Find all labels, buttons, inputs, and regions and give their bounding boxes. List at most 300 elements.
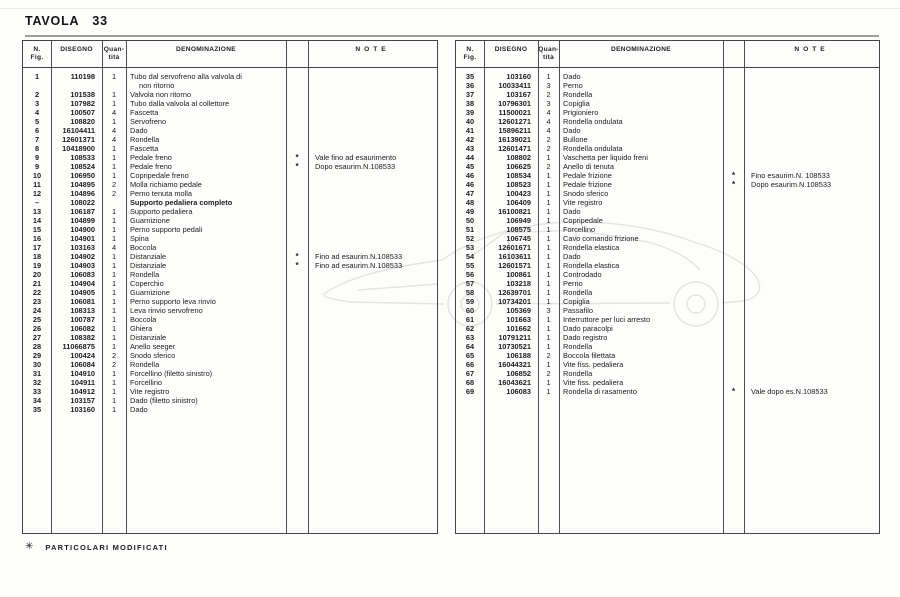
disegno-cell: 106084	[70, 360, 95, 369]
note-flag-cell	[286, 99, 308, 108]
fig-cell: 8	[34, 144, 40, 153]
note-cell: Fino ad esaurim.N.108533	[315, 261, 403, 270]
disegno-cell: 104901	[70, 234, 95, 243]
disegno-cell: 11066875	[62, 342, 95, 351]
qty-cell: 1	[546, 342, 551, 351]
table-body	[23, 67, 437, 414]
note-cell	[744, 333, 879, 342]
denominazione-cell: Pedale freno	[130, 162, 172, 171]
table-row	[23, 342, 437, 351]
disegno-cell: 103167	[506, 90, 531, 99]
table-row	[456, 225, 879, 234]
disegno-cell: 10033411	[498, 81, 531, 90]
fig-cell: 1	[34, 72, 40, 81]
fig-cell: 41	[465, 126, 475, 135]
denominazione-cell: Passafilo	[563, 306, 593, 315]
table-row	[456, 162, 879, 171]
fig-cell: 34	[32, 396, 42, 405]
note-flag-cell	[286, 378, 308, 387]
disegno-cell: 101662	[506, 324, 531, 333]
table-row	[456, 171, 879, 180]
fig-cell: 31	[32, 369, 42, 378]
note-flag-cell	[723, 225, 744, 234]
disegno-cell: 103157	[70, 396, 95, 405]
note-cell	[744, 90, 879, 99]
note-cell: Fino esaurim.N. 108533	[751, 171, 830, 180]
qty-cell: 1	[111, 342, 117, 351]
table-row	[456, 261, 879, 270]
header-quantita: Quan- tità	[538, 46, 559, 61]
fig-cell: 40	[465, 117, 475, 126]
note-cell	[308, 99, 437, 108]
note-cell	[308, 387, 437, 396]
note-flag-cell	[723, 108, 744, 117]
note-cell	[744, 369, 879, 378]
note-cell	[744, 207, 879, 216]
note-flag-cell	[723, 117, 744, 126]
qty-cell: 1	[111, 333, 117, 342]
fig-cell: 25	[32, 315, 42, 324]
table-row	[23, 126, 437, 135]
denominazione-cell: Spina	[130, 234, 149, 243]
table-row	[456, 234, 879, 243]
qty-cell: 1	[111, 252, 117, 261]
note-cell	[744, 261, 879, 270]
disegno-cell: 106083	[70, 270, 95, 279]
table-row	[23, 360, 437, 369]
table-row	[456, 342, 879, 351]
table-row	[456, 126, 879, 135]
denominazione-cell: Boccola filettata	[563, 351, 616, 360]
disegno-cell: 16043621	[498, 378, 531, 387]
note-cell	[744, 297, 879, 306]
header-note: NOTE	[355, 46, 390, 53]
denominazione-cell: Snodo sferico	[563, 189, 609, 198]
qty-cell: 2	[546, 351, 551, 360]
note-flag-cell	[286, 387, 308, 396]
note-flag-cell	[723, 279, 744, 288]
denominazione-cell: Rondella	[130, 135, 160, 144]
fig-cell: 68	[465, 378, 475, 387]
denominazione-cell: Tubo dalla valvola al collettore	[130, 99, 230, 108]
disegno-cell: 104903	[70, 261, 95, 270]
table-row	[456, 216, 879, 225]
disegno-cell: 15896211	[498, 126, 531, 135]
fig-cell: 56	[465, 270, 475, 279]
note-flag-cell	[723, 135, 744, 144]
qty-cell: 1	[546, 72, 551, 81]
table-row	[23, 207, 437, 216]
modified-parts-asterisk-icon: ✳	[25, 541, 34, 552]
fig-cell: 22	[32, 288, 42, 297]
fig-cell: 46	[465, 171, 475, 180]
qty-cell: 1	[111, 90, 117, 99]
table-body	[456, 67, 879, 396]
note-flag-cell	[286, 198, 308, 207]
qty-cell: 2	[546, 162, 551, 171]
denominazione-cell: Perno supporto pedali	[130, 225, 203, 234]
disegno-cell: 16100821	[498, 207, 531, 216]
note-cell	[744, 216, 879, 225]
denominazione-cell: Copiglia	[563, 297, 590, 306]
denominazione-cell: Copripedale freno	[130, 171, 189, 180]
table-row	[456, 252, 879, 261]
note-flag-cell: *	[295, 261, 299, 270]
note-cell	[308, 207, 437, 216]
table-row	[23, 252, 437, 261]
table-row	[23, 279, 437, 288]
fig-cell: 7	[34, 135, 40, 144]
denominazione-cell: Rondella elastica	[563, 261, 620, 270]
qty-cell: 1	[111, 306, 117, 315]
disegno-cell: 106950	[70, 171, 95, 180]
qty-cell: 1	[546, 288, 551, 297]
fig-cell: 66	[465, 360, 475, 369]
table-row	[456, 288, 879, 297]
denominazione-cell: Vite fiss. pedaliera	[563, 360, 624, 369]
table-row	[456, 360, 879, 369]
fig-cell: 21	[32, 279, 42, 288]
table-row	[456, 153, 879, 162]
disegno-cell: 106409	[506, 198, 531, 207]
qty-cell: 2	[546, 369, 551, 378]
disegno-cell: 104905	[70, 288, 95, 297]
denominazione-cell: Perno	[563, 279, 583, 288]
disegno-cell: 110198	[70, 72, 95, 81]
note-cell	[744, 279, 879, 288]
fig-cell: 37	[465, 90, 475, 99]
note-cell: Dopo esaurim.N.108533	[315, 162, 396, 171]
denominazione-cell: Guarnizione	[130, 216, 170, 225]
qty-cell: 1	[546, 387, 551, 396]
note-flag-cell	[286, 225, 308, 234]
note-cell	[308, 396, 437, 405]
qty-cell: 1	[111, 315, 117, 324]
note-cell	[744, 126, 879, 135]
fig-cell: 55	[465, 261, 475, 270]
denominazione-cell: Leva rinvio servofreno	[130, 306, 203, 315]
qty-cell: 1	[546, 180, 551, 189]
denominazione-cell: Pedale frizione	[563, 180, 612, 189]
fig-cell: 13	[32, 207, 42, 216]
qty-cell: 1	[111, 261, 117, 270]
note-flag-cell	[286, 135, 308, 144]
fig-cell: 15	[32, 225, 42, 234]
qty-cell: 1	[546, 360, 551, 369]
denominazione-cell: Fascetta	[130, 108, 159, 117]
note-cell	[308, 315, 437, 324]
qty-cell: 1	[546, 261, 551, 270]
note-cell	[744, 243, 879, 252]
table-row	[456, 315, 879, 324]
disegno-cell: 106852	[506, 369, 531, 378]
qty-cell: 1	[546, 216, 551, 225]
qty-cell: 2	[111, 180, 117, 189]
denominazione-cell: Molla richiamo pedale	[130, 180, 202, 189]
disegno-cell: 106625	[506, 162, 531, 171]
qty-cell: 1	[111, 387, 117, 396]
disegno-cell: 10418900	[62, 144, 95, 153]
note-cell	[308, 135, 437, 144]
denominazione-cell: Vite fiss. pedaliera	[563, 378, 624, 387]
disegno-cell: 103160	[70, 405, 95, 414]
qty-cell: 1	[111, 144, 117, 153]
table-row	[23, 189, 437, 198]
note-flag-cell	[723, 243, 744, 252]
denominazione-cell: Valvola non ritorno	[130, 90, 192, 99]
qty-cell: 1	[111, 234, 117, 243]
table-row	[23, 306, 437, 315]
header-denominazione: DENOMINAZIONE	[176, 46, 236, 53]
disegno-cell: 10730521	[498, 342, 531, 351]
denominazione-cell: Distanziale	[130, 333, 167, 342]
table-row	[23, 315, 437, 324]
note-cell	[744, 108, 879, 117]
note-cell	[308, 288, 437, 297]
disegno-cell: 16104411	[62, 126, 95, 135]
note-flag-cell	[723, 333, 744, 342]
note-flag-cell	[723, 162, 744, 171]
fig-cell: 61	[465, 315, 475, 324]
table-row	[456, 378, 879, 387]
qty-cell: 2	[111, 351, 117, 360]
denominazione-cell: Dado	[130, 405, 148, 414]
denominazione-cell: Snodo sferico	[130, 351, 176, 360]
note-cell	[744, 144, 879, 153]
denominazione-cell: Rondella	[563, 342, 593, 351]
qty-cell: 1	[546, 252, 551, 261]
note-flag-cell	[286, 243, 308, 252]
note-flag-cell	[723, 90, 744, 99]
denominazione-cell: Interruttore per luci arresto	[563, 315, 651, 324]
denominazione-cell: Distanziale	[130, 261, 167, 270]
table-row	[456, 279, 879, 288]
denominazione-cell: Dado	[563, 252, 581, 261]
disegno-cell: 101538	[70, 90, 95, 99]
note-flag-cell	[286, 144, 308, 153]
fig-cell: 12	[32, 189, 42, 198]
qty-cell: 1	[111, 405, 117, 414]
note-cell	[308, 360, 437, 369]
fig-cell: 35	[465, 72, 475, 81]
parts-table-right	[455, 40, 880, 534]
denominazione-cell: Anello seeger	[130, 342, 176, 351]
note-flag-cell	[286, 405, 308, 414]
note-cell: Fino ad esaurim.N.108533	[315, 252, 403, 261]
note-flag-cell	[723, 99, 744, 108]
disegno-cell: 16044321	[498, 360, 531, 369]
denominazione-cell: Forcellino (filetto sinistro)	[130, 369, 213, 378]
table-row	[456, 297, 879, 306]
disegno-cell: 105369	[506, 306, 531, 315]
note-flag-cell	[286, 351, 308, 360]
note-flag-cell	[286, 108, 308, 117]
fig-cell: 33	[32, 387, 42, 396]
fig-cell: 59	[465, 297, 475, 306]
fig-cell: 30	[32, 360, 42, 369]
parts-table-left	[22, 40, 438, 534]
fig-cell: 47	[465, 189, 475, 198]
note-cell	[308, 297, 437, 306]
disegno-cell: 100424	[70, 351, 95, 360]
note-flag-cell	[286, 333, 308, 342]
disegno-cell: 104895	[70, 180, 95, 189]
disegno-cell: 12639701	[498, 288, 531, 297]
disegno-cell: 12601571	[498, 261, 531, 270]
fig-cell: 35	[32, 405, 42, 414]
qty-cell: 1	[111, 72, 117, 81]
disegno-cell: 10796301	[498, 99, 531, 108]
note-flag-cell	[286, 360, 308, 369]
note-flag-cell	[723, 189, 744, 198]
note-flag-cell	[286, 171, 308, 180]
note-cell	[308, 234, 437, 243]
fig-cell: 60	[465, 306, 475, 315]
qty-cell: 1	[111, 216, 117, 225]
fig-cell: 39	[465, 108, 475, 117]
denominazione-cell: Pedale freno	[130, 153, 172, 162]
note-cell	[308, 189, 437, 198]
scan-artifact-line	[0, 8, 900, 9]
table-row	[456, 270, 879, 279]
denominazione-cell: Rondella ondulata	[563, 144, 623, 153]
table-row	[456, 108, 879, 117]
disegno-cell: 11500021	[498, 108, 531, 117]
fig-cell: 63	[465, 333, 475, 342]
table-row	[456, 144, 879, 153]
denominazione-cell: Rondella ondulata	[563, 117, 623, 126]
fig-cell: 18	[32, 252, 42, 261]
disegno-cell: 106949	[506, 216, 531, 225]
disegno-cell: 107982	[70, 99, 95, 108]
note-cell	[308, 225, 437, 234]
fig-cell: 11	[33, 180, 41, 189]
footnote	[25, 542, 168, 552]
fig-cell: 42	[465, 135, 475, 144]
note-flag-cell	[723, 315, 744, 324]
qty-cell: 1	[546, 324, 551, 333]
fig-cell: 50	[465, 216, 475, 225]
denominazione-cell: Perno tenuta molla	[130, 189, 193, 198]
table-row	[23, 261, 437, 270]
note-flag-cell	[723, 198, 744, 207]
denominazione-cell: Dado	[130, 126, 148, 135]
note-cell	[744, 153, 879, 162]
disegno-cell: 108820	[70, 117, 95, 126]
note-cell	[744, 288, 879, 297]
note-flag-cell	[286, 288, 308, 297]
note-flag-cell	[286, 72, 308, 90]
fig-cell: 38	[465, 99, 475, 108]
qty-cell: 1	[111, 153, 117, 162]
fig-cell: 52	[465, 234, 475, 243]
page-title-number: 33	[92, 14, 108, 28]
note-flag-cell	[286, 279, 308, 288]
denominazione-cell: Copiglia	[563, 99, 590, 108]
note-cell	[308, 342, 437, 351]
denominazione-cell: Dado	[563, 207, 581, 216]
disegno-cell: 104899	[70, 216, 95, 225]
qty-cell: 2	[546, 135, 551, 144]
note-flag-cell	[723, 144, 744, 153]
table-row	[23, 225, 437, 234]
note-flag-cell	[286, 315, 308, 324]
disegno-cell: 10791211	[498, 333, 531, 342]
denominazione-cell: Dado paracolpi	[563, 324, 613, 333]
fig-cell: 58	[465, 288, 475, 297]
table-header	[456, 41, 879, 68]
table-row	[23, 288, 437, 297]
note-flag-cell	[286, 234, 308, 243]
table-row	[456, 90, 879, 99]
page-title-label: TAVOLA	[25, 14, 80, 28]
denominazione-cell: Controdado	[563, 270, 602, 279]
table-row	[23, 378, 437, 387]
table-row	[23, 297, 437, 306]
note-cell	[308, 126, 437, 135]
qty-cell: 1	[111, 297, 117, 306]
note-flag-cell	[286, 297, 308, 306]
fig-cell: 46	[465, 180, 475, 189]
qty-cell: 1	[546, 153, 551, 162]
disegno-cell: 108022	[70, 198, 95, 207]
qty-cell: 3	[546, 99, 551, 108]
note-cell	[308, 180, 437, 189]
qty-cell: 4	[111, 108, 117, 117]
note-cell: Dopo esaurim.N.108533	[751, 180, 832, 189]
note-cell	[744, 99, 879, 108]
table-row	[23, 324, 437, 333]
table-row	[456, 189, 879, 198]
note-flag-cell	[286, 207, 308, 216]
fig-cell: 57	[465, 279, 475, 288]
qty-cell: 2	[546, 90, 551, 99]
denominazione-cell: Vite registro	[563, 198, 603, 207]
fig-cell: 43	[465, 144, 475, 153]
note-flag-cell	[723, 207, 744, 216]
disegno-cell: 104902	[70, 252, 95, 261]
table-row	[23, 162, 437, 171]
denominazione-cell: Perno supporto leva rinvio	[130, 297, 216, 306]
qty-cell: 1	[546, 279, 551, 288]
denominazione-cell: Dado (filetto sinistro)	[130, 396, 198, 405]
table-row	[23, 198, 437, 207]
disegno-cell: 106745	[506, 234, 531, 243]
page-title	[25, 14, 108, 28]
note-cell	[308, 198, 437, 207]
qty-cell: 1	[546, 378, 551, 387]
qty-cell: 1	[546, 189, 551, 198]
fig-cell: 65	[465, 351, 475, 360]
qty-cell: 1	[111, 270, 117, 279]
note-flag-cell	[723, 234, 744, 243]
denominazione-cell: Dado registro	[563, 333, 608, 342]
note-cell	[308, 333, 437, 342]
disegno-cell: 106082	[70, 324, 95, 333]
note-flag-cell	[286, 189, 308, 198]
fig-cell: 29	[32, 351, 42, 360]
denominazione-cell: Guarnizione	[130, 288, 170, 297]
disegno-cell: 106188	[506, 351, 531, 360]
qty-cell: 1	[111, 117, 117, 126]
note-flag-cell	[723, 360, 744, 369]
note-flag-cell	[286, 369, 308, 378]
fig-cell: 6	[34, 126, 40, 135]
qty-cell: 1	[111, 162, 117, 171]
fig-cell: 23	[32, 297, 42, 306]
note-cell	[744, 306, 879, 315]
note-cell	[308, 243, 437, 252]
